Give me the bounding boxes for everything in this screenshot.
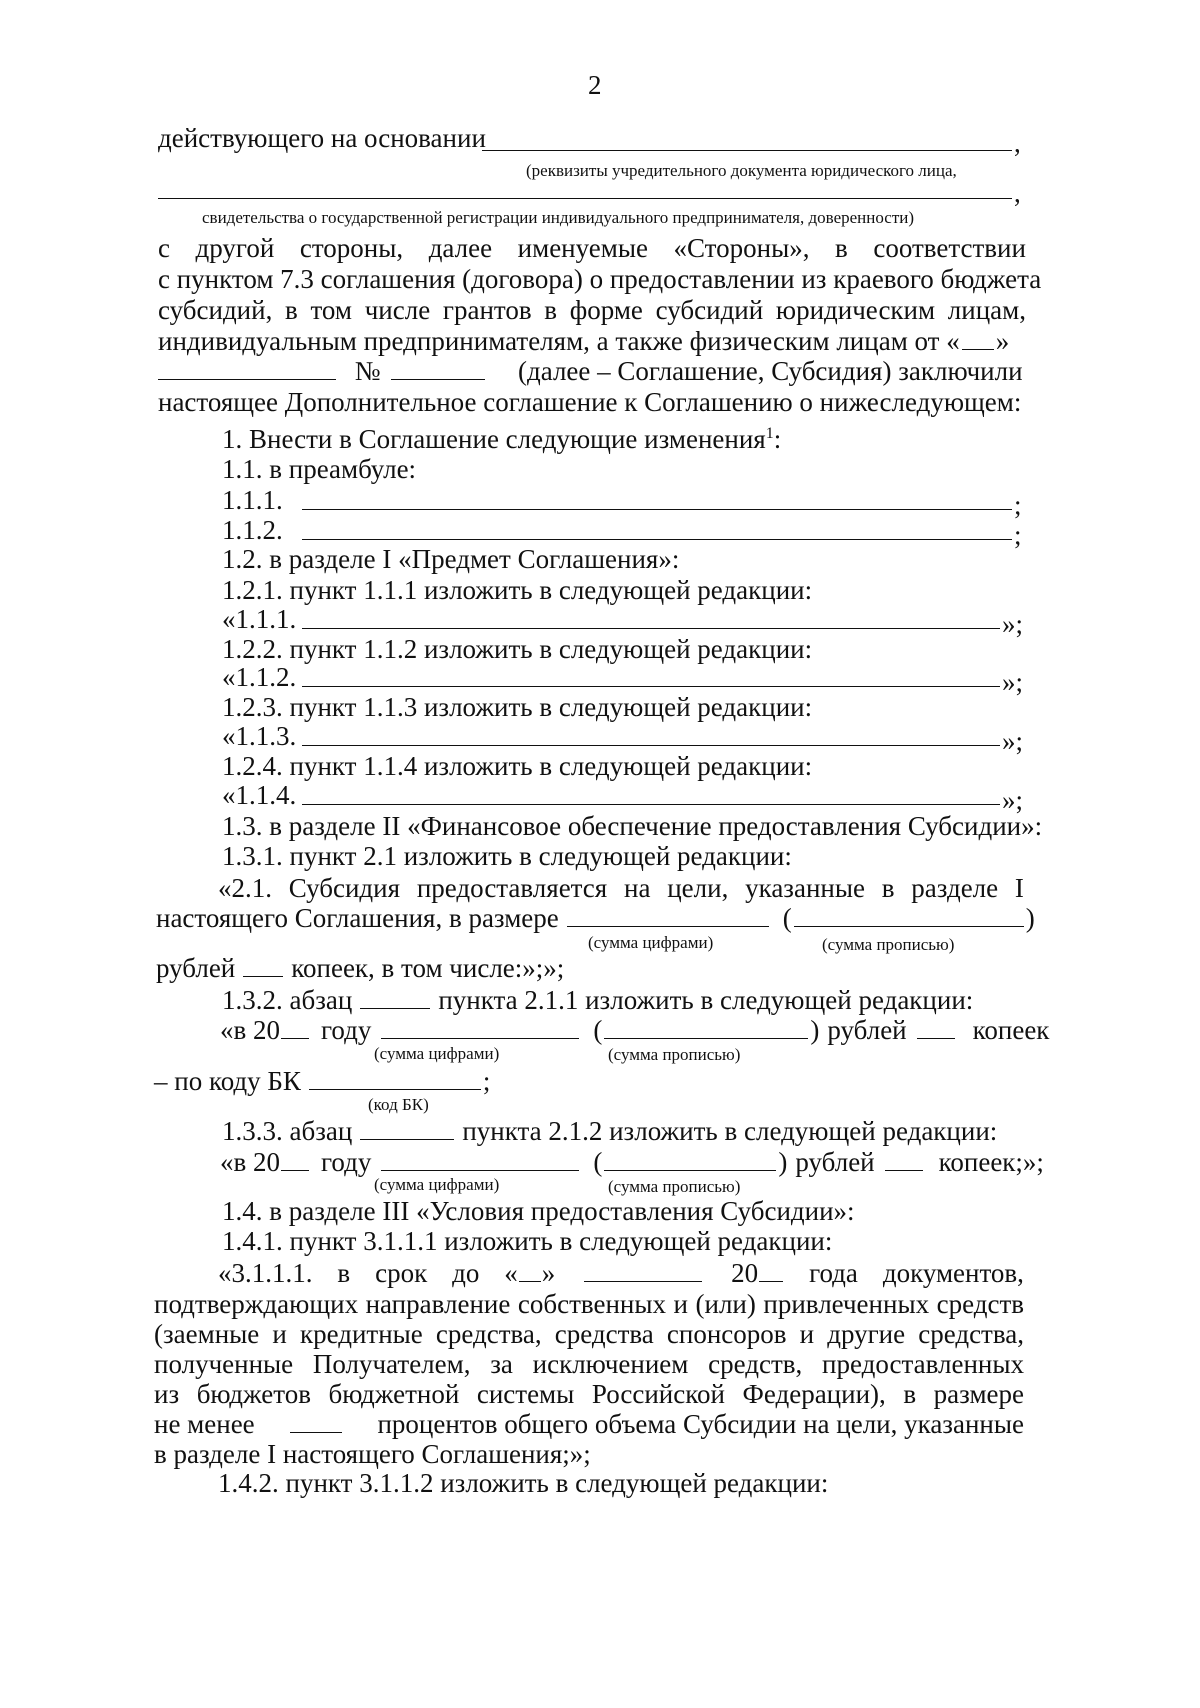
year-label: году (321, 1015, 372, 1045)
kop-blank (243, 975, 283, 977)
clause-3111-line-2: подтверждающих направление собственных и (или) привлеченных средств (154, 1289, 1024, 1319)
colon: : (773, 424, 782, 454)
close-quote: »; (1002, 785, 1024, 815)
item-1-3-1: 1.3.1. пункт 2.1 изложить в следующей редакции: (222, 841, 792, 871)
quote-1-1-2: «1.1.2. (222, 662, 297, 692)
open-paren: ( (782, 903, 792, 933)
intro-word: с (158, 233, 170, 263)
year-field (731, 1260, 784, 1287)
year-blank (759, 1280, 783, 1282)
day-blank (962, 348, 994, 350)
semicolon: ; (482, 1066, 491, 1096)
item-text: 1.3.3. абзац (222, 1116, 353, 1146)
item-1-1-1: 1.1.1. (222, 485, 283, 515)
caption-sum-words: (сумма прописью) (608, 1045, 741, 1064)
clause-word: «2.1. (218, 873, 272, 903)
caption-sum-words: (сумма прописью) (608, 1177, 741, 1196)
item-text: пункта 2.1.2 изложить в следующей редакции: (462, 1116, 998, 1146)
clause-3111-line-7: в разделе I настоящего Соглашения;»; (154, 1439, 591, 1469)
agreement-number-blank (391, 378, 485, 380)
intro-word: «Стороны», (673, 233, 810, 263)
close-paren: ) (810, 1015, 820, 1045)
acting-basis-label: действующего на основании (158, 123, 486, 153)
clause-word: «3.1.1.1. (218, 1258, 313, 1288)
clause-3111-line-3: (заемные и кредитные средства, средства спонсоров и другие средства, (154, 1319, 1024, 1349)
clause-word: на (624, 873, 651, 903)
clause-2-1-line-3 (156, 955, 564, 982)
quote-1-1-4: «1.1.4. (222, 780, 297, 810)
item-text: 1.3.2. абзац (222, 985, 353, 1015)
blank-line (302, 539, 1012, 540)
sum-words-blank (604, 1169, 776, 1171)
kop-label: копеек, в том числе:»;»; (291, 953, 565, 983)
item-1-2-2: 1.2.2. пункт 1.1.2 изложить в следующей редакции: (222, 634, 813, 664)
rub-label: рублей (795, 1147, 875, 1177)
clause-word: года (809, 1258, 858, 1288)
semicolon: ; (1014, 520, 1022, 550)
item-1-3-3 (222, 1118, 997, 1145)
number-sign: № (354, 356, 381, 386)
clause-text: процентов общего объема Субсидии на цели, указанные (377, 1409, 1024, 1439)
quote-1-1-3: «1.1.3. (222, 721, 297, 751)
blank-line (302, 509, 1012, 510)
clause-3111-line-4: полученные Получателем, за исключением средств, предоставленных (154, 1349, 1024, 1379)
intro-word: стороны, (299, 233, 404, 263)
year-prefix: 20 (731, 1258, 759, 1288)
item-1 (222, 426, 781, 453)
sum-digits-blank (381, 1169, 579, 1171)
sum-words-blank (794, 925, 1024, 927)
item-1-3-2 (222, 987, 973, 1014)
year-open: «в 20 (220, 1015, 280, 1045)
footnote-mark: 1 (765, 425, 774, 442)
comma: , (1014, 178, 1021, 208)
item-1-2-1: 1.2.1. пункт 1.1.1 изложить в следующей редакции: (222, 575, 813, 605)
open-paren: ( (593, 1147, 603, 1177)
blank-line (302, 804, 1000, 805)
quote-close: » (541, 1258, 556, 1288)
clause-word: в (337, 1258, 351, 1288)
intro-word: соответствии (873, 233, 1026, 263)
item-text: пункта 2.1.1 изложить в следующей редакции: (438, 985, 974, 1015)
basis-blank-line-2 (158, 198, 1012, 199)
item-1-4-1: 1.4.1. пункт 3.1.1.1 изложить в следующей редакции: (222, 1226, 833, 1256)
clause-word: предоставляется (416, 873, 608, 903)
item-1-text: 1. Внести в Соглашение следующие изменения (222, 424, 766, 454)
rub-label: рублей (827, 1015, 907, 1045)
clause-2-1-line-1 (218, 875, 1024, 902)
clause-2-1-line-2 (156, 905, 1035, 932)
paragraph-blank (360, 1138, 454, 1140)
intro-line-2: с пунктом 7.3 соглашения (договора) о предоставлении из краевого бюджета (158, 264, 1042, 294)
item-1-1-2: 1.1.2. (222, 515, 283, 545)
open-paren: ( (593, 1015, 603, 1045)
clause-word: срок (375, 1258, 428, 1288)
item-1-2: 1.2. в разделе I «Предмет Соглашения»: (222, 544, 680, 574)
intro-line-5 (158, 358, 489, 385)
bk-line (154, 1068, 490, 1095)
day-blank (519, 1280, 541, 1282)
year-line-1 (220, 1017, 1049, 1044)
basis-caption-continued: свидетельства о государственной регистрации индивидуального предпринимателя, доверенности) (202, 208, 915, 227)
clause-word: до (452, 1258, 480, 1288)
close-quote: »; (1002, 667, 1024, 697)
sum-words-blank (604, 1037, 808, 1039)
day-field (504, 1260, 555, 1287)
clause-3111-line-5: из бюджетов бюджетной системы Российской Федерации), в размере (154, 1379, 1024, 1409)
year-label: году (321, 1147, 372, 1177)
year-open: «в 20 (220, 1147, 280, 1177)
blank-line (302, 628, 1000, 629)
bk-label: – по коду БК (154, 1066, 301, 1096)
clause-word: цели, (667, 873, 729, 903)
paragraph-blank (360, 1007, 430, 1009)
close-paren: ) (778, 1147, 788, 1177)
intro-text: индивидуальным предпринимателям, а также физическим лицам от « (158, 326, 960, 356)
month-blank (158, 378, 336, 380)
kop-label: копеек;»; (938, 1147, 1044, 1177)
semicolon: ; (1014, 490, 1022, 520)
intro-line-6: настоящее Дополнительное соглашение к Соглашению о нижеследующем: (158, 387, 1022, 417)
basis-blank-line (482, 150, 1012, 151)
caption-sum-digits: (сумма цифрами) (374, 1175, 500, 1194)
intro-line-3: субсидий, в том числе грантов в форме субсидий юридическим лицам, (158, 295, 1026, 325)
clause-text: настоящего Соглашения, в размере (156, 903, 559, 933)
intro-line-1 (158, 235, 1026, 262)
intro-line-4 (158, 328, 1009, 355)
kop-blank (917, 1037, 955, 1039)
clause-3111-line-6 (154, 1411, 1024, 1438)
clause-word: разделе (911, 873, 999, 903)
item-1-2-3: 1.2.3. пункт 1.1.3 изложить в следующей редакции: (222, 692, 813, 722)
intro-word: далее (428, 233, 493, 263)
rub-label: рублей (156, 953, 236, 983)
year-line-2 (220, 1149, 1044, 1176)
clause-word: I (1014, 873, 1024, 903)
intro-word: в (835, 233, 848, 263)
item-1-4-2: 1.4.2. пункт 3.1.1.2 изложить в следующей редакции: (218, 1468, 829, 1498)
clause-word: документов, (882, 1258, 1024, 1288)
caption-sum-words: (сумма прописью) (822, 935, 955, 954)
clause-word: Субсидия (288, 873, 401, 903)
item-1-3: 1.3. в разделе II «Финансовое обеспечение предоставления Субсидии»: (222, 811, 1043, 841)
clause-3111-line-1 (218, 1260, 1024, 1287)
bk-blank (309, 1088, 481, 1090)
caption-bk: (код БК) (368, 1095, 429, 1114)
kop-label: копеек (972, 1015, 1050, 1045)
close-quote: »; (1002, 609, 1024, 639)
clause-text: не менее (154, 1409, 255, 1439)
item-1-4: 1.4. в разделе III «Условия предоставления Субсидии»: (222, 1196, 855, 1226)
item-1-2-4: 1.2.4. пункт 1.1.4 изложить в следующей редакции: (222, 751, 813, 781)
close-paren: ) (1025, 903, 1035, 933)
percent-blank (290, 1431, 342, 1433)
clause-word: в (881, 873, 895, 903)
quote-open: « (504, 1258, 518, 1288)
intro-word: именуемые (517, 233, 648, 263)
close-quote: »; (1002, 726, 1024, 756)
intro-word: другой (195, 233, 275, 263)
kop-blank (885, 1169, 923, 1171)
quote-1-1-1: «1.1.1. (222, 604, 297, 634)
intro-line-5-tail: (далее – Соглашение, Субсидия) заключили (518, 356, 1023, 386)
comma: , (1014, 128, 1021, 158)
year-blank (281, 1037, 309, 1039)
item-1-1: 1.1. в преамбуле: (222, 454, 417, 484)
basis-caption: (реквизиты учредительного документа юридического лица, (526, 161, 957, 180)
sum-digits-blank (381, 1037, 579, 1039)
quote-close: » (995, 326, 1010, 356)
blank-line (302, 686, 1000, 687)
year-blank (281, 1169, 309, 1171)
clause-word: указанные (745, 873, 865, 903)
page-number: 2 (588, 70, 602, 100)
month-blank (584, 1280, 702, 1282)
caption-sum-digits: (сумма цифрами) (374, 1044, 500, 1063)
blank-line (302, 745, 1000, 746)
caption-sum-digits: (сумма цифрами) (588, 933, 714, 952)
sum-digits-blank (567, 925, 769, 927)
